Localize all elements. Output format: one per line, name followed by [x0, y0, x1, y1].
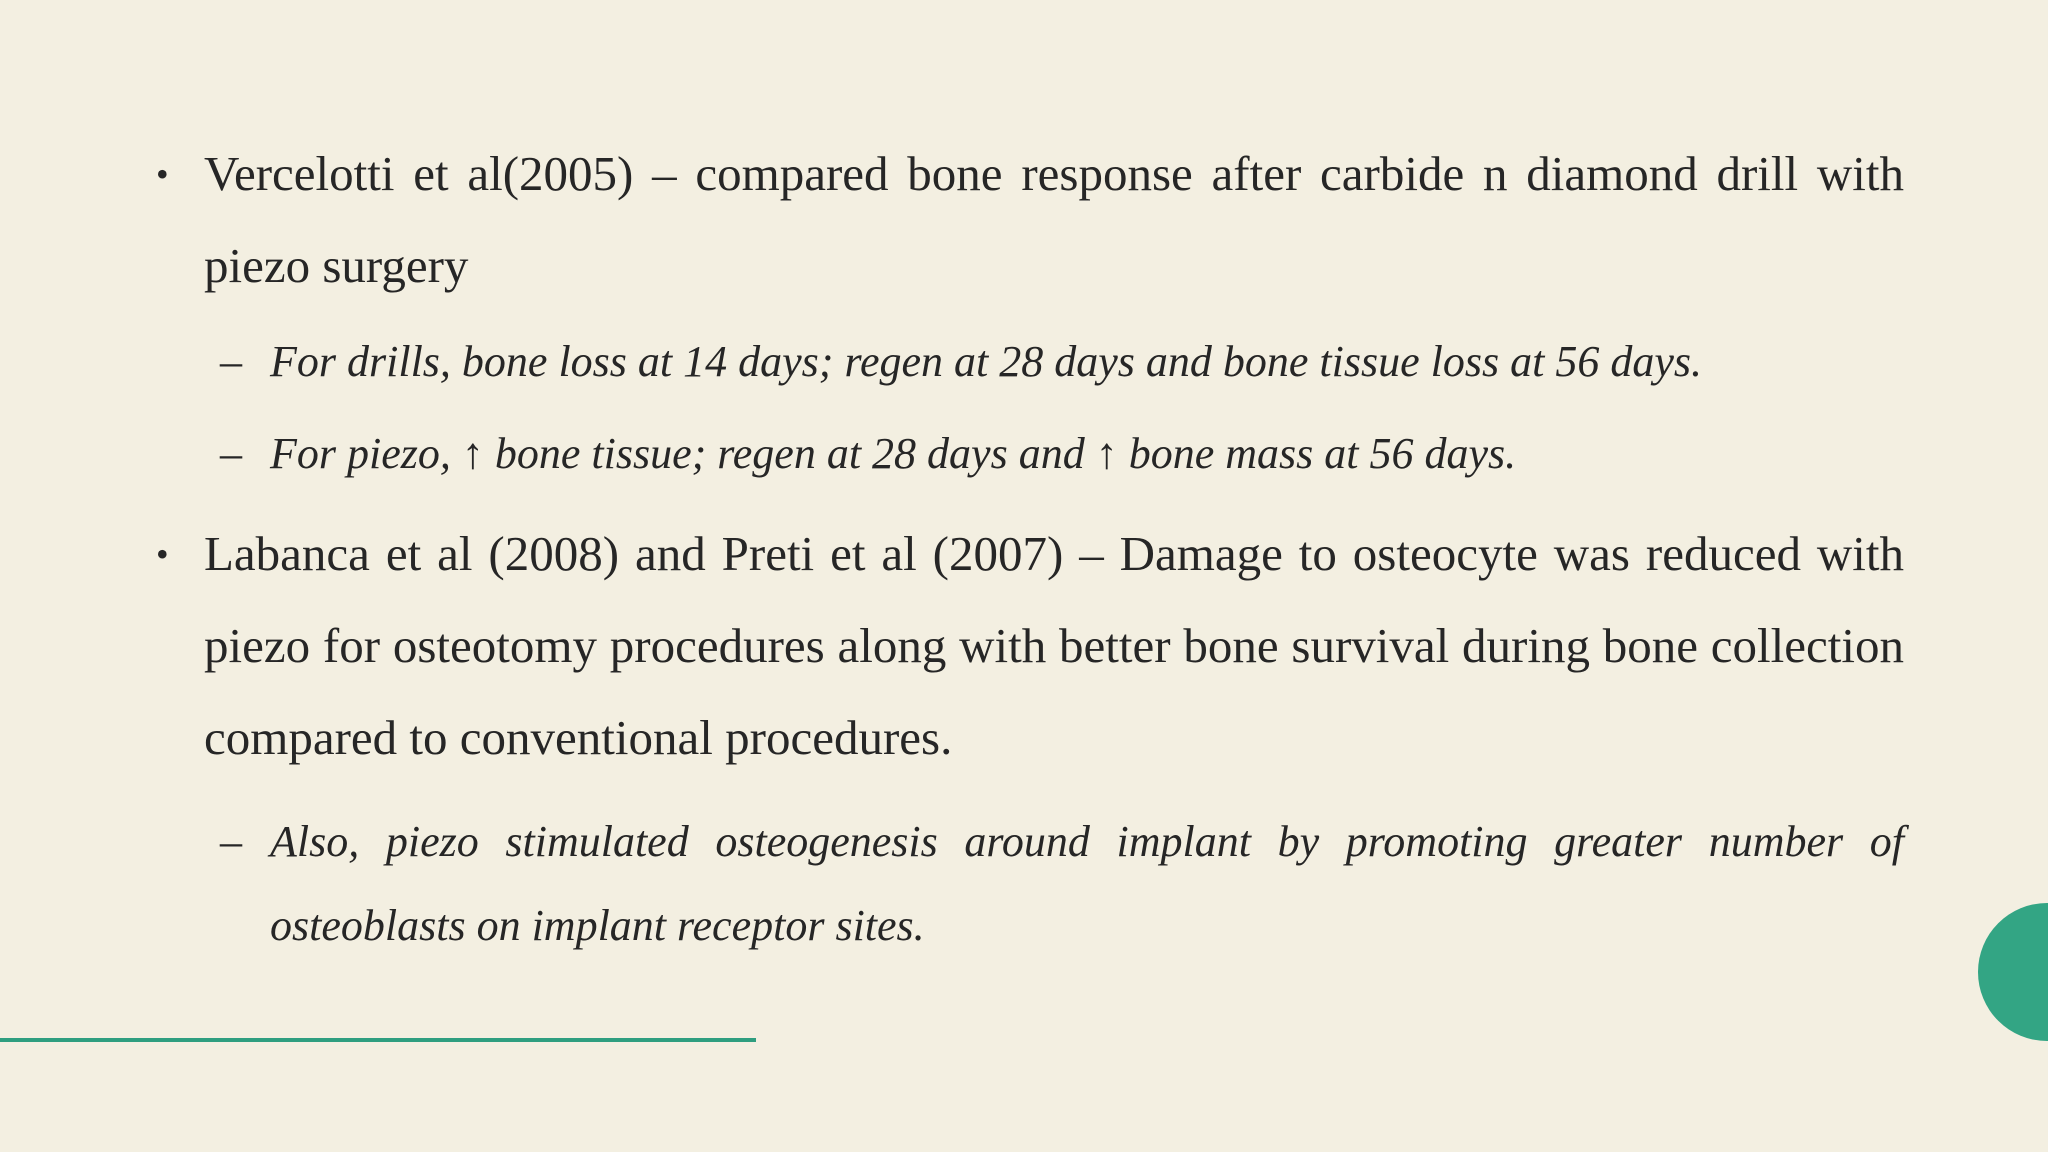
- bullet-text: Labanca et al (2008) and Preti et al (2007) – Damage to osteocyte was reduced with piezo for osteotomy procedures along with better bone survival during bone collection compared to conventional procedures.: [204, 526, 1904, 765]
- sub-bullet-item: [148, 412, 1904, 496]
- bullet-item: [148, 508, 1904, 784]
- bullet-text: Vercelotti et al(2005) – compared bone response after carbide n diamond drill with piezo surgery: [204, 146, 1904, 293]
- dash-icon: –: [220, 429, 242, 478]
- sub-bullet-text: For piezo, ↑ bone tissue; regen at 28 days and ↑ bone mass at 56 days.: [270, 429, 1517, 478]
- bullet-dot-icon: •: [156, 534, 169, 574]
- dash-icon: –: [220, 817, 242, 866]
- sub-bullet-item: [148, 320, 1904, 404]
- bullet-item: [148, 128, 1904, 312]
- sub-bullet-text: For drills, bone loss at 14 days; regen at 28 days and bone tissue loss at 56 days.: [270, 337, 1702, 386]
- accent-circle: [1978, 903, 2048, 1041]
- slide-content: [148, 128, 1904, 980]
- dash-icon: –: [220, 337, 242, 386]
- sub-bullet-text: Also, piezo stimulated osteogenesis around implant by promoting greater number of osteoblasts on implant receptor sites.: [270, 817, 1904, 950]
- bullet-dot-icon: •: [156, 154, 169, 194]
- accent-rule: [0, 1038, 756, 1042]
- sub-bullet-item: [148, 800, 1904, 968]
